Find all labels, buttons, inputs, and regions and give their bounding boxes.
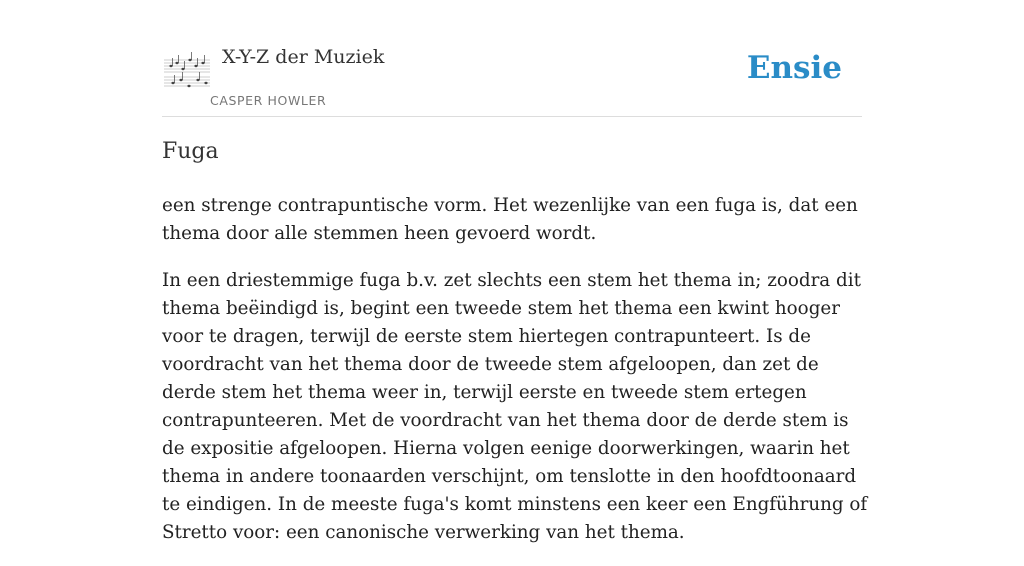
entry-content xyxy=(162,192,868,566)
entry-paragraph: In een driestemmige fuga b.v. zet slechts een stem het thema in; zoodra dit thema beëindigd is, begint een tweede stem het thema een kwint hooger voor te dragen, terwijl de eerste stem hiertegen contrapunteert. Is de voordracht van het thema door de tweede stem afgeloopen, dan zet de derde stem het thema weer in, terwijl eerste en tweede stem ertegen contrapunteeren. Met de voordracht van het thema door de derde stem is de expositie afgeloopen. Hierna volgen eenige doorwerkingen, waarin het thema in andere toonaarden verschijnt, om tenslotte in den hoofdtoonaard te eindigen. In de meeste fuga's komt minstens een keer een Engführung of Stretto voor: een canonische verwerking van het thema. xyxy=(162,270,868,543)
author-name[interactable]: CASPER HOWLER xyxy=(210,93,327,108)
entry-paragraph: een strenge contrapuntische vorm. Het wezenlijke van een fuga is, dat een thema door alle stemmen heen gevoerd wordt. xyxy=(162,195,858,244)
page-header xyxy=(162,40,862,117)
entry-title: Fuga xyxy=(162,139,219,164)
book-title[interactable]: X-Y-Z der Muziek xyxy=(222,46,385,68)
brand-logo[interactable]: Ensie xyxy=(746,50,842,86)
sheet-music-thumbnail-icon[interactable] xyxy=(162,46,212,90)
